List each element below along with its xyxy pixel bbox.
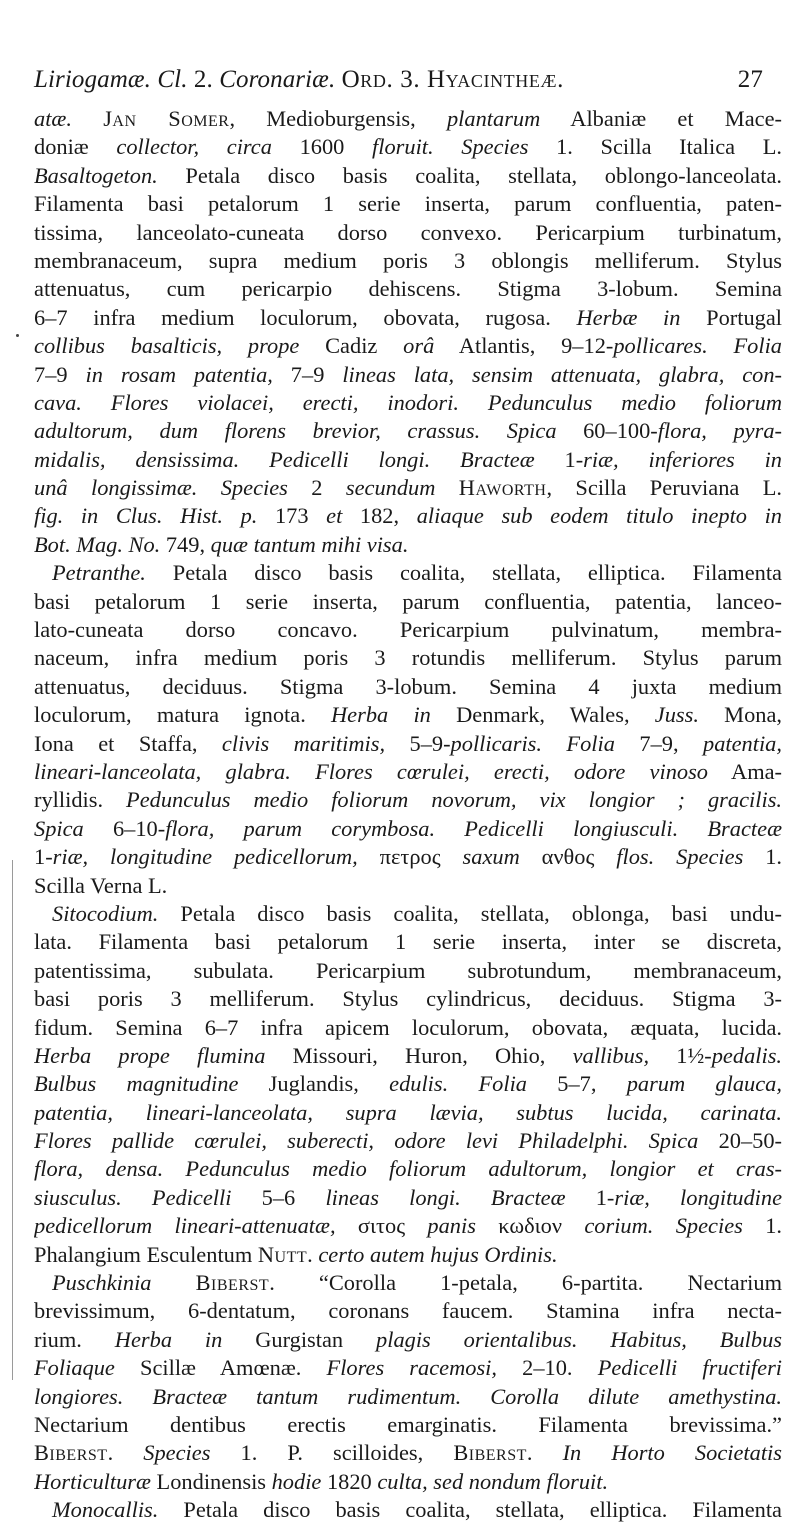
text-line bbox=[34, 275, 782, 303]
text-run: 6–10- bbox=[83, 815, 166, 841]
text-run: Ama- bbox=[708, 758, 782, 784]
text-line bbox=[34, 361, 782, 389]
text-line bbox=[34, 1439, 782, 1467]
text-run: Albaniæ et Mace- bbox=[540, 106, 782, 131]
text-run: Juss. bbox=[654, 702, 699, 728]
text-run: rium. bbox=[34, 1326, 115, 1352]
text-line bbox=[34, 985, 782, 1013]
text-line bbox=[34, 673, 782, 701]
text-run: Filamenta basi petalorum 1 serie inserta, parum confluentia, paten- bbox=[34, 191, 782, 217]
text-run: 7–9 bbox=[272, 361, 343, 387]
text-run: unâ longissimæ. Species bbox=[34, 475, 288, 501]
text-run: pollicares. Folia bbox=[613, 333, 782, 359]
text-line bbox=[34, 843, 782, 871]
text-run: Herba in bbox=[331, 702, 431, 728]
text-line bbox=[34, 1014, 782, 1042]
text-line bbox=[34, 730, 782, 758]
text-run: flora, densa. Pedunculus medio foliorum adultorum, longior et cras- bbox=[34, 1156, 782, 1182]
text-line bbox=[34, 1042, 782, 1070]
text-line bbox=[34, 446, 782, 474]
text-line bbox=[34, 247, 782, 275]
paragraph-monocallis bbox=[34, 1496, 782, 1524]
paragraph-scilla-italica bbox=[34, 105, 782, 559]
text-run: 749, bbox=[160, 531, 211, 557]
text-run: Monocallis. bbox=[52, 1497, 159, 1523]
text-run: Pedicelli fructiferi bbox=[597, 1355, 782, 1381]
text-run: Petranthe. bbox=[52, 560, 146, 586]
text-line bbox=[34, 1383, 782, 1411]
text-run: flora, pyra- bbox=[657, 418, 782, 444]
text-run: 182, bbox=[342, 503, 417, 529]
text-run: 173 bbox=[257, 503, 327, 529]
text-run: hodie bbox=[271, 1468, 322, 1494]
text-run bbox=[72, 106, 103, 131]
text-run: Biberst bbox=[195, 1270, 270, 1296]
text-line bbox=[34, 701, 782, 729]
text-line bbox=[34, 758, 782, 786]
text-run: lata. Filamenta basi petalorum 1 serie inserta, inter se discreta, bbox=[34, 929, 782, 955]
text-line bbox=[34, 1354, 782, 1382]
text-run: lineas longi. Bracteæ bbox=[325, 1184, 566, 1210]
running-head bbox=[34, 62, 763, 98]
text-run: pollicaris. Folia bbox=[450, 730, 615, 756]
order-name: Ord. 3. Hyacinthеæ. bbox=[341, 66, 564, 93]
body-text bbox=[34, 105, 782, 1525]
text-line bbox=[34, 190, 782, 218]
text-run: . “Corolla 1-petala, 6-partita. Nectarium bbox=[269, 1270, 782, 1296]
text-run: floruit. bbox=[372, 134, 434, 160]
text-line bbox=[34, 1155, 782, 1183]
text-line bbox=[34, 531, 782, 559]
running-head-title bbox=[34, 62, 564, 98]
text-line bbox=[34, 900, 782, 928]
text-run: ανθος bbox=[519, 844, 617, 870]
text-run: Petala disco basis coalita, stellata, elliptica. Filamenta bbox=[158, 1497, 782, 1523]
text-run: 6–7 infra medium loculorum, obovata, rugosa. bbox=[34, 304, 577, 330]
class-number: 2. bbox=[193, 66, 213, 93]
text-line bbox=[34, 219, 782, 247]
subclass-name: Coronariæ. bbox=[219, 66, 336, 93]
text-line bbox=[34, 162, 782, 190]
text-run: Denmark, Wales, bbox=[430, 702, 655, 728]
text-line bbox=[34, 389, 782, 417]
text-run: edulis. Folia bbox=[389, 1071, 527, 1097]
text-run: Mona, bbox=[698, 702, 782, 728]
text-run: corium. Species bbox=[584, 1213, 743, 1239]
text-run: orâ bbox=[403, 333, 435, 359]
text-line bbox=[34, 133, 782, 161]
text-run: 20–50- bbox=[698, 1128, 782, 1154]
text-run: Cadiz bbox=[299, 333, 404, 359]
text-run: . bbox=[307, 1241, 319, 1267]
text-run: 1. bbox=[743, 844, 782, 870]
text-run: Herba in bbox=[114, 1326, 223, 1352]
text-line bbox=[34, 1184, 782, 1212]
text-run: membranaceum, supra medium poris 3 oblongis melliferum. Stylus bbox=[34, 247, 782, 273]
text-run: quæ tantum mihi visa. bbox=[210, 531, 409, 557]
text-run: culta, sed nondum floruit. bbox=[377, 1468, 609, 1494]
text-run: Puschkinia bbox=[52, 1270, 152, 1296]
text-run: longiores. Bracteæ tantum rudimentum. Corolla dilute amethystina. bbox=[34, 1383, 782, 1409]
text-run: collector, circa bbox=[116, 134, 272, 160]
text-run: 1- bbox=[534, 446, 584, 472]
text-run: Scilla Verna L. bbox=[34, 872, 168, 898]
text-run: Horticulturæ bbox=[34, 1468, 151, 1494]
text-run: Scillæ Amœnæ. bbox=[114, 1355, 327, 1381]
text-run: basi petalorum 1 serie inserta, parum confluentia, patentia, lanceo- bbox=[34, 588, 782, 614]
text-line bbox=[34, 1070, 782, 1098]
text-run: Petala disco basis coalita, stellata, oblonga, basi undu- bbox=[158, 900, 782, 926]
text-line bbox=[34, 616, 782, 644]
class-abbrev: Cl. bbox=[157, 66, 188, 93]
text-run: Species bbox=[461, 134, 529, 160]
text-run bbox=[435, 475, 458, 500]
text-run: Herbæ in bbox=[576, 304, 681, 330]
text-run: 1820 bbox=[321, 1468, 378, 1494]
text-run: Species bbox=[143, 1440, 211, 1466]
text-run: Sitocodium. bbox=[52, 900, 159, 926]
text-run: Pedunculus medio foliorum novorum, vix longior ; gracilis. bbox=[126, 787, 782, 813]
text-run: loculorum, matura ignota. bbox=[34, 702, 332, 728]
text-run: siusculus. Pedicelli bbox=[34, 1184, 232, 1210]
text-run: atæ. bbox=[34, 106, 72, 131]
text-run: adultorum, dum florens brevior, crassus. Spica bbox=[34, 418, 557, 444]
text-run: aliaque sub eodem titulo inepto in bbox=[416, 503, 782, 529]
text-run: vallibus, bbox=[572, 1042, 650, 1068]
text-run: Biberst bbox=[34, 1440, 108, 1466]
text-run: attenuatus, deciduus. Stigma 3-lobum. Semina 4 juxta medium bbox=[34, 673, 782, 699]
text-run: patentia, bbox=[703, 730, 782, 756]
text-line bbox=[34, 474, 782, 502]
text-run: patentissima, subulata. Pericarpium subrotundum, membranaceum, bbox=[34, 957, 782, 983]
text-run: in rosam patentia, bbox=[85, 361, 273, 387]
text-run: fig. in Clus. Hist. p. bbox=[34, 503, 258, 529]
text-run: Nutt bbox=[257, 1241, 308, 1267]
text-run: Gurgistan bbox=[222, 1326, 377, 1352]
text-line bbox=[34, 1411, 782, 1439]
text-run: σιτος bbox=[335, 1213, 428, 1239]
text-line bbox=[34, 815, 782, 843]
text-run: Petala disco basis coalita, stellata, elliptica. Filamenta bbox=[145, 560, 782, 586]
class-name: Liriogamæ. bbox=[34, 66, 152, 93]
text-run: 2–10. bbox=[497, 1355, 598, 1381]
text-run: 2 bbox=[287, 475, 346, 501]
text-line bbox=[34, 1099, 782, 1127]
text-run: Petala disco basis coalita, stellata, oblongo-lanceolata. bbox=[157, 162, 782, 188]
text-line bbox=[34, 502, 782, 530]
text-run: 1½- bbox=[649, 1042, 712, 1068]
text-line bbox=[34, 1241, 782, 1269]
text-run: attenuatus, cum pericarpio dehiscens. Stigma 3-lobum. Semina bbox=[34, 276, 782, 302]
text-run: Nectarium dentibus erectis emarginatis. Filamenta brevissima.” bbox=[34, 1411, 782, 1437]
text-run: riæ, inferiores in bbox=[583, 446, 782, 472]
text-run: 7–9 bbox=[34, 361, 86, 387]
text-line bbox=[34, 1468, 782, 1496]
text-line bbox=[34, 786, 782, 814]
paragraph-puschkinia bbox=[34, 1269, 782, 1496]
text-run: , Medioburgensis, bbox=[229, 106, 447, 131]
text-run: Missouri, Huron, Ohio, bbox=[265, 1042, 573, 1068]
text-run: Juglandis, bbox=[238, 1071, 390, 1097]
text-run: 1600 bbox=[271, 134, 373, 160]
text-run: Flores racemosi, bbox=[326, 1355, 497, 1381]
text-run: flos. Species bbox=[616, 844, 744, 870]
text-line bbox=[34, 1127, 782, 1155]
text-run: pedicellorum lineari-attenuatæ, bbox=[34, 1213, 336, 1239]
text-run: Foliaque bbox=[34, 1355, 115, 1381]
text-run: plantarum bbox=[446, 106, 541, 131]
text-run: Bulbus magnitudine bbox=[34, 1071, 239, 1097]
text-run: 60–100- bbox=[556, 418, 658, 444]
text-line bbox=[34, 1297, 782, 1325]
paragraph-sitocodium bbox=[34, 900, 782, 1269]
text-line bbox=[34, 1496, 782, 1524]
text-line bbox=[34, 417, 782, 445]
text-run: lato-cuneata dorso concavo. Pericarpium pulvinatum, membra- bbox=[34, 617, 782, 643]
text-run: Flores pallide cœrulei, suberecti, odore levi Philadelphi. Spica bbox=[34, 1128, 699, 1154]
text-line bbox=[34, 644, 782, 672]
text-run: riæ, longitudine bbox=[614, 1184, 782, 1210]
text-run: πετρος bbox=[357, 844, 463, 870]
text-run: Biberst bbox=[453, 1440, 527, 1466]
text-run: pedalis. bbox=[711, 1042, 782, 1068]
text-run: Herba prope flumina bbox=[34, 1042, 266, 1068]
text-run: 5–9- bbox=[385, 730, 451, 756]
text-run: In Horto Societatis bbox=[562, 1440, 782, 1466]
text-run: Bot. Mag. No. bbox=[34, 531, 161, 557]
print-speck bbox=[16, 334, 19, 337]
text-line bbox=[34, 332, 782, 360]
page-number: 27 bbox=[737, 66, 763, 93]
text-run: naceum, infra medium poris 3 rotundis melliferum. Stylus parum bbox=[34, 645, 782, 671]
text-run: Iona et Staffa, bbox=[34, 730, 222, 756]
text-run: 1. Scilla Italica L. bbox=[528, 134, 782, 160]
text-run: plagis orientalibus. Habitus, Bulbus bbox=[376, 1326, 782, 1352]
text-run: panis bbox=[427, 1213, 476, 1239]
text-run: cava. Flores violacei, erecti, inodori. Pedunculus medio foliorum bbox=[34, 389, 782, 415]
text-run: lineas lata, sensim attenuata, glabra, con- bbox=[342, 361, 782, 387]
text-run: patentia, lineari-lanceolata, supra lævia, subtus lucida, carinata. bbox=[34, 1099, 782, 1125]
text-line bbox=[34, 1326, 782, 1354]
text-run: κωδιον bbox=[475, 1213, 585, 1239]
text-run: saxum bbox=[462, 844, 520, 870]
text-run: 5–6 bbox=[231, 1184, 326, 1210]
text-run: ryllidis. bbox=[34, 787, 127, 813]
text-run: flora, parum corymbosa. Pedicelli longiusculi. Bracteæ bbox=[165, 815, 782, 841]
text-run: Jan Somer bbox=[103, 106, 230, 131]
text-run bbox=[434, 134, 462, 159]
text-line bbox=[34, 588, 782, 616]
text-run: . bbox=[107, 1440, 144, 1466]
text-run: Spica bbox=[34, 815, 84, 841]
text-run: riæ, longitudine pedicellorum, bbox=[52, 844, 358, 870]
margin-rule bbox=[12, 860, 13, 1380]
text-run: Atlantis, 9–12- bbox=[434, 333, 614, 359]
text-run: Basaltogeton. bbox=[34, 162, 158, 188]
text-run: 1. bbox=[742, 1213, 782, 1239]
text-run: tissima, lanceolato-cuneata dorso convexo. Pericarpium turbinatum, bbox=[34, 219, 782, 245]
text-line bbox=[34, 957, 782, 985]
text-line bbox=[34, 304, 782, 332]
text-run: clivis maritimis, bbox=[221, 730, 386, 756]
text-line bbox=[34, 928, 782, 956]
text-run: 1- bbox=[565, 1184, 615, 1210]
text-line bbox=[34, 105, 782, 133]
paragraph-petranthe bbox=[34, 559, 782, 900]
text-line bbox=[34, 1269, 782, 1297]
text-run: Haworth bbox=[458, 475, 547, 501]
text-run: basi poris 3 melliferum. Stylus cylindricus, deciduus. Stigma 3- bbox=[34, 986, 782, 1012]
text-run: doniæ bbox=[34, 134, 117, 160]
text-run: 1. P. scilloides, bbox=[210, 1440, 454, 1466]
text-run: , Scilla Peruviana L. bbox=[546, 475, 782, 501]
text-run: . bbox=[526, 1440, 563, 1466]
text-run: collibus basalticis, prope bbox=[34, 333, 300, 359]
text-line bbox=[34, 872, 782, 900]
text-run: certo autem hujus Ordinis. bbox=[318, 1241, 558, 1267]
text-run bbox=[152, 1270, 196, 1295]
text-run: lineari-lanceolata, glabra. Flores cœrulei, erecti, odore vinoso bbox=[34, 758, 709, 784]
text-run: Portugal bbox=[680, 304, 782, 330]
text-run: midalis, densissima. Pedicelli longi. Bracteæ bbox=[34, 446, 535, 472]
text-run: Londinensis bbox=[150, 1468, 272, 1494]
text-run: et bbox=[326, 503, 343, 529]
text-run: brevissimum, 6-dentatum, coronans faucem. Stamina infra necta- bbox=[34, 1298, 782, 1324]
text-line bbox=[34, 559, 782, 587]
text-run: 7–9, bbox=[614, 730, 703, 756]
text-run: 5–7, bbox=[526, 1071, 627, 1097]
text-run: parum glauca, bbox=[626, 1071, 782, 1097]
text-run: 1- bbox=[34, 844, 53, 870]
text-run: Phalangium Esculentum bbox=[34, 1241, 258, 1267]
text-run: fidum. Semina 6–7 infra apicem loculorum, obovata, æquata, lucida. bbox=[34, 1014, 782, 1040]
text-run: secundum bbox=[345, 475, 436, 501]
text-line bbox=[34, 1212, 782, 1240]
